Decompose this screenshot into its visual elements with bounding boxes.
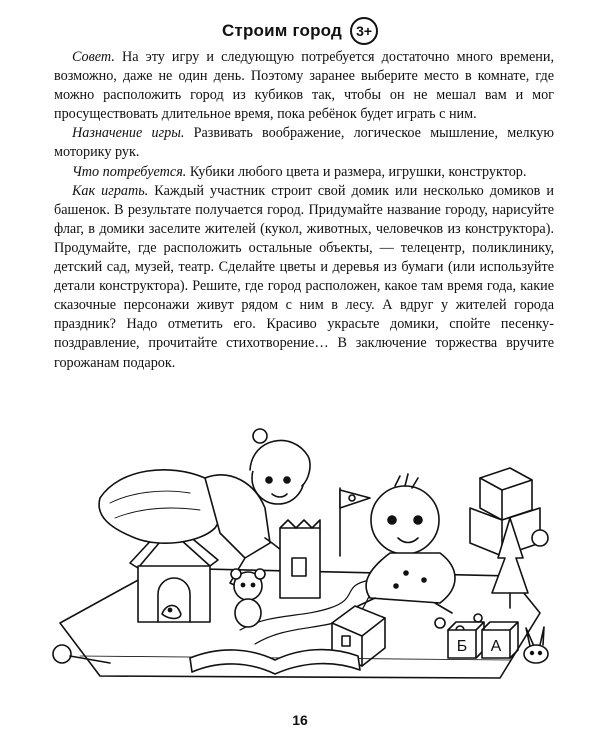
- paragraph-lead: Совет.: [72, 49, 115, 65]
- body-text: [54, 48, 554, 373]
- paragraph-materials: [54, 163, 554, 182]
- child-drawing: [358, 474, 455, 613]
- age-badge: 3+: [350, 17, 378, 45]
- tower-drawing: [280, 520, 320, 598]
- paragraph-purpose: [54, 124, 554, 162]
- illustration: [40, 408, 560, 688]
- paragraph-lead: Что потребуется.: [72, 163, 187, 180]
- paragraph-body: Развивать воображение, логическое мышление, мелкую моторику рук.: [54, 125, 554, 161]
- paragraph-lead: Назначение игры.: [72, 125, 185, 142]
- ball-drawing: [532, 530, 548, 546]
- letter-block-a-label: А: [490, 638, 502, 655]
- page-title: Строим город: [221, 21, 343, 40]
- page-number: 16: [292, 712, 308, 728]
- flag-drawing: [340, 488, 370, 556]
- paragraph-body: Кубики любого цвета и размера, игрушки, конструктор.: [186, 163, 527, 180]
- paragraph-how-to-play: [54, 182, 554, 373]
- paragraph-body: На эту игру и следующую потребуется достаточно много времени, возможно, даже не один день. Поэтому заранее выберите место в комнате, где можно расположить город из кубиков так, чтобы он не мешал вам и мог просуществовать длительное время, пока ребёнок будет играть с ним.: [54, 49, 554, 123]
- letter-block-b-label: Б: [456, 638, 468, 655]
- title-row: [0, 14, 600, 48]
- paragraph-body: Каждый участник строит свой домик или несколько домиков и башенок. В результате получается город. Придумайте название городу, нарисуйте флаг, в домики заселите жителей (кукол, животных, человечков из конструктора). Продумайте, где расположить остальные объекты, — телецентр, поликлинику, детский сад, музей, театр. Сделайте цветы и деревья из бумаги (или используйте детали конструктора). Решите, где город расположен, какое там время года, какие сказочные персонажи живут рядом с ним в лесу. А вдруг у жителей города праздник? Надо отметить его. Красиво украсьте домики, спойте песенку-поздравление, прочитайте стихотворение… В заключение торжества вручите горожанам подарок.: [54, 182, 555, 371]
- paragraph-lead: Как играть.: [72, 182, 149, 199]
- bunny-drawing: [524, 627, 548, 663]
- paragraph-advice: [54, 48, 554, 124]
